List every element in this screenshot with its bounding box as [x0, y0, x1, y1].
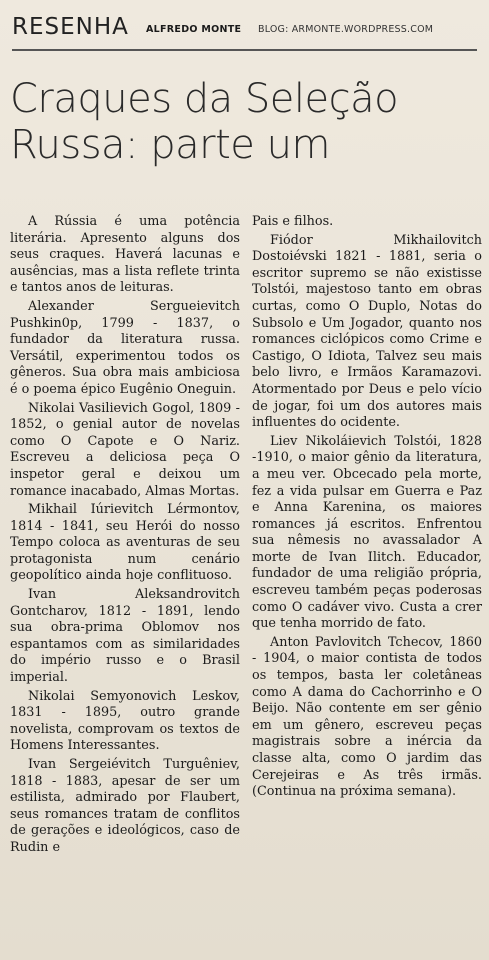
- paragraph: Alexander Sergueievitch Pushkin0p, 1799 - 1837, o fundador da literatura russa. Versátil, experimentou todos os gêneros. Sua obra mais ambiciosa é o poema épico Eugênio Oneguin.: [10, 298, 240, 397]
- article-column-right: [252, 214, 482, 803]
- paragraph: Nikolai Semyonovich Leskov, 1831 - 1895, outro grande novelista, comprovam os textos de Homens Interessantes.: [10, 688, 240, 754]
- blog-address: BLOG: ARMONTE.WORDPRESS.COM: [258, 24, 434, 35]
- author-name: ALFREDO MONTE: [146, 24, 242, 35]
- paragraph: Nikolai Vasilievich Gogol, 1809 - 1852, o genial autor de novelas como O Capote e O Nariz. Escreveu a deliciosa peça O inspetor geral e deixou um romance inacabado, Almas Mortas.: [10, 400, 240, 499]
- header-divider: [12, 49, 477, 51]
- paragraph: Pais e filhos.: [252, 214, 334, 229]
- section-label: RESENHA: [12, 14, 129, 40]
- article-column-left: [10, 214, 240, 859]
- paragraph: A Rússia é uma potência literária. Apresento alguns dos seus craques. Haverá lacunas e ausências, mas a lista reflete trinta e tantos anos de leituras.: [10, 214, 240, 296]
- paragraph: Anton Pavlovitch Tchecov, 1860 - 1904, o maior contista de todos os tempos, basta ler coletâneas como A dama do Cachorrinho e O Beijo. Não contente em ser gênio em um gênero, escreveu peças magistrais sobre a inércia da classe alta, como O jardim das Cerejeiras e As três irmãs. (Continua na próxima semana).: [252, 634, 482, 800]
- paragraph: Fiódor Mikhailovitch Dostoiévski 1821 - 1881, seria o escritor supremo se não existisse Tolstói, majestoso tanto em obras curtas, como O Duplo, Notas do Subsolo e Um Jogador, quanto nos romances ciclópicos como Crime e Castigo, O Idiota, Talvez seu mais belo livro, e Irmãos Karamazovi. Atormentado por Deus e pelo vício de jogar, foi um dos autores mais influentes do ocidente.: [252, 232, 482, 431]
- article-title: Craques da Seleção Russa: parte um: [10, 76, 399, 168]
- paragraph: Mikhail Iúrievitch Lérmontov, 1814 - 1841, seu Herói do nosso Tempo coloca as aventuras de seu protagonista num cenário geopolítico ainda hoje conflituoso.: [10, 502, 240, 584]
- paragraph: Ivan Sergeiévitch Turguêniev, 1818 - 1883, apesar de ser um estilista, admirado por Flaubert, seus romances tratam de conflitos de gerações e ideológicos, caso de Rudin e: [10, 757, 240, 855]
- paragraph: Liev Nikoláievich Tolstói, 1828 -1910, o maior gênio da literatura, a meu ver. Obcecado pela morte, fez a vida pulsar em Guerra e Paz e Anna Karenina, os maiores romances já escritos. Enfrentou sua nêmesis no avassalador A morte de Ivan Ilitch. Educador, fundador de uma religião própria, escreveu também peças poderosas como O cadáver vivo. Custa a crer que tenha morrido de fato.: [252, 433, 482, 632]
- paragraph: Ivan Aleksandrovitch Gontcharov, 1812 - 1891, lendo sua obra-prima Oblomov nos espantamos com as similaridades do império russo e o Brasil imperial.: [10, 587, 240, 686]
